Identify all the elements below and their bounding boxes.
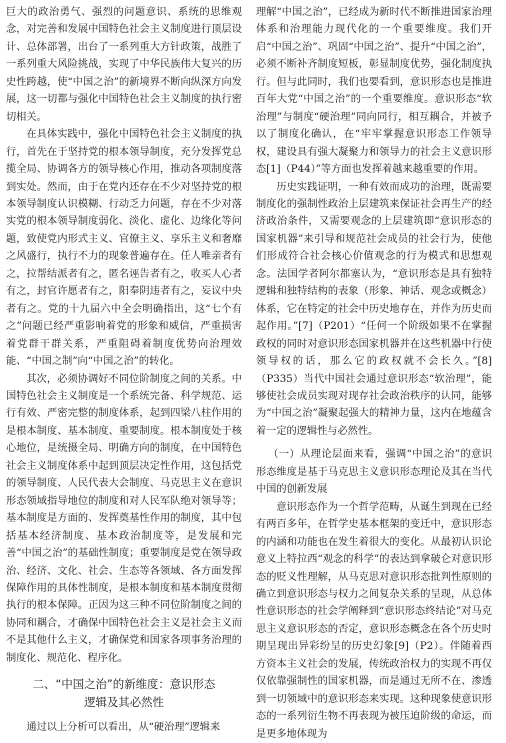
left-paragraph-4: 通过以上分析可以看出，从“硬治理”逻辑来 bbox=[26, 722, 221, 734]
right-paragraph-1: 理解“中国之治”，已经成为新时代不断推进国家治理体系和治理能力现代化的一个重要维度。我们开启“中国之治”、巩固“中国之治”、提升“中国之治”，必须不断补齐制度短板，彰显制度优势，强化制度执行。但与此同时，我们也要看到，意识形态也是推进百年大党“中国之治”的一个重要维度。意识形态“软治理”与制度“硬治理”同向同行，相互耦合，并被予以了制度化确认，在“牢牢掌握意识形态工作领导权，建设具有强大凝聚力和领导力的社会主义意识形态[1]（P44）”等方面也发挥着越来越重要的作用。 bbox=[256, 7, 492, 176]
left-paragraph-3: 其次，必须协调好不同位阶制度之间的关系。中国特色社会主义制度是一个系统完备、科学规范、运行有效、严密完整的制度体系，起到四梁八柱作用的是根本制度、基本制度、重要制度。根本制度处于核心地位，是统摄全局、明确方向的制度，在中国特色社会主义制度体系中起到顶层决定性作用，这包括党的领导制度、人民代表大会制度、马克思主义在意识形态领域指导地位的制度和对人民军队绝对领导等；基本制度是方面的、发挥奠基性作用的制度，其中包括基本经济制度、基本政治制度等，是发展和完善“中国之治”的基础性制度；重要制度是党在领导政治、经济、文化、社会、生态等各领域、各方面发挥保障作用的具体性制度，是根本制度和基本制度贯彻执行的根本保障。正因为这三种不同位阶制度之间的协同和耦合，才确保中国特色社会主义是社会主义而不是其他什么主义，才确保党和国家各项事务治理的制度化、规范化、程序化。 bbox=[6, 373, 242, 664]
right-paragraph-3: 意识形态作为一个哲学范畴，从诞生到现在已经有两百多年，在哲学史基本框架的变迁中，意识形态的内涵和功能也在发生着很大的变化。从最初认识论意义上特拉西“观念的科学”的表达到拿破仑对意识形态的贬义性理解，从马克思对意识形态批判性原则的确立到意识形态与权力之间复杂关系的呈现，从总体性意识形态的社会学阐释到“意识形态终结论”对马克思主义意识形态的否定，意识形态概念在各个历史时期呈现出异彩纷呈的历史幻象[9]（P2）。伴随着西方资本主义社会的发展，传统政治权力的实现不再仅仅依靠强制性的国家机器，而是通过无所不在、渗透到一切领域中的意识形态来实现。这种现象使意识形态的一系列衍生物不再表现为被压迫阶级的命运，而是更多地体现为 bbox=[256, 501, 492, 740]
left-column bbox=[6, 4, 242, 737]
section-heading bbox=[6, 675, 242, 711]
section-heading-line-2: 逻辑及其必然性 bbox=[84, 695, 164, 710]
left-paragraph-1: 巨大的政治勇气、强烈的问题意识、系统的思维观念，对完善和发展中国特色社会主义制度进行顶层设计、总体部署，出台了一系列重大方针政策，战胜了一系列重大风险挑战，实现了中华民族伟大复兴的历史性跨越，使“中国之治”的新境界不断向纵深方向发展，这一切都与强化中国特色社会主义制度的执行密切相关。 bbox=[6, 7, 242, 123]
left-paragraph-2: 在具体实践中，强化中国特色社会主义制度的执行，首先在于坚持党的根本领导制度，充分发挥党总揽全局、协调各方的领导核心作用，推动各项制度落到实处。然而，由于在党内还存在不少对坚持党的根本领导制度认识模糊、行动乏力问题，存在不少对落实党的根本领导制度弱化、淡化、虚化、边缘化等问题，致使党内形式主义、官僚主义、享乐主义和奢靡之风盛行，执行不力的现象普遍存在。任人唯亲者有之，拉帮结派者有之，匿名诬告者有之，收买人心者有之，封官许愿者有之，阳奉阴违者有之，妄议中央者有之。党的十九届六中全会明确指出，这“七个有之”问题已经严重影响着党的形象和威信，严重损害着党群干群关系，严重阻碍着制度优势向治理效能、“中国之制”向“中国之治”的转化。 bbox=[6, 129, 242, 368]
section-heading-line-1: 二、“中国之治”的新维度：意识形态 bbox=[32, 677, 216, 692]
right-paragraph-2: 历史实践证明，一种有效而成功的治理，既需要制度化的强制性政治上层建筑来保证社会再生产的经济政治条件，又需要观念的上层建筑即“意识形态的国家机器”来引导和规范社会成员的社会行为，使他们形成符合社会核心价值观念的行为模式和思想观念。法国学者阿尔都塞认为，“意识形态是具有独特逻辑和独特结构的表象（形象、神话、观念或概念）体系，它在特定的社会中历史地存在，并作为历史而起作用。”[7]（P201）“任何一个阶级如果不在掌握政权的同时对意识形态国家机器并在这些机器中行使领导权的话，那么它的政权就不会长久。”[8]（P335）当代中国社会通过意识形态“软治理”，能够使社会成员实现对现存社会政治秩序的认同，能够为“中国之治”凝聚起强大的精神力量，这内在地蕴含着一定的逻辑性与必然性。 bbox=[256, 181, 492, 437]
right-column bbox=[256, 4, 492, 743]
subsection-heading: （一）从理论层面来看，强调“中国之治”的意识形态维度是基于马克思主义意识形态理论及其在当代中国的创新发展 bbox=[256, 449, 492, 496]
